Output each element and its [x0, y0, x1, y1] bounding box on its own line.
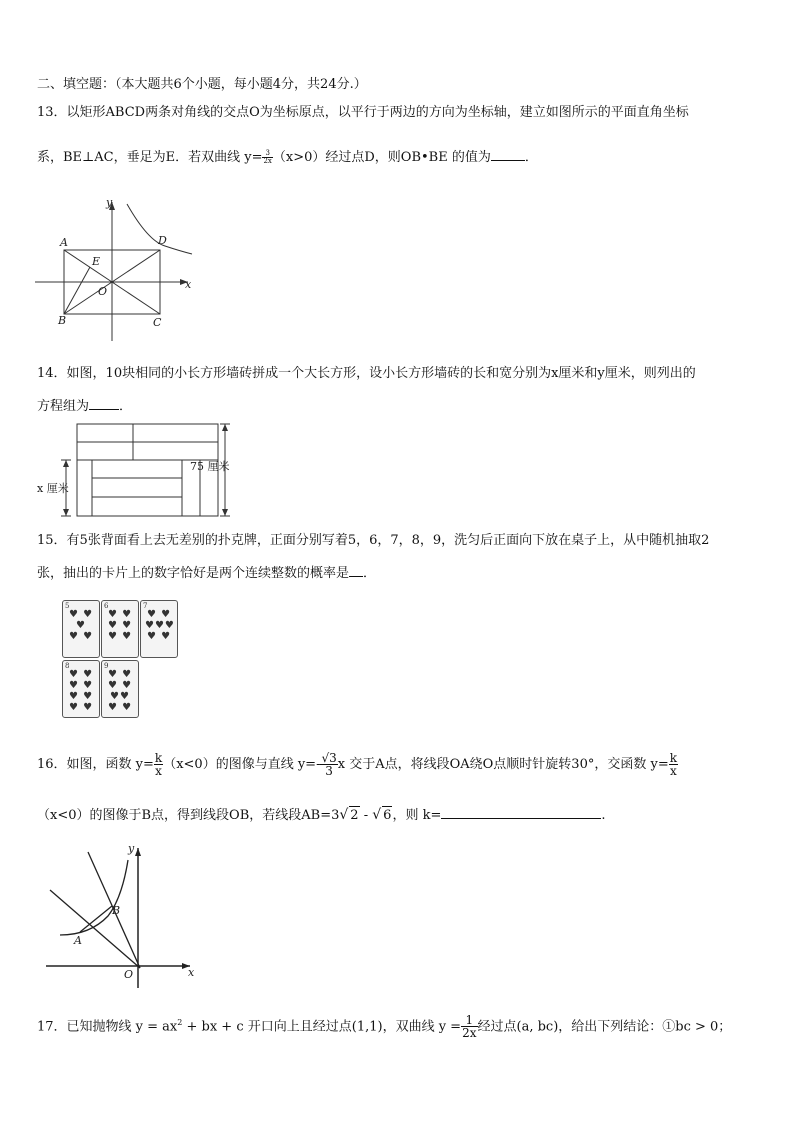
card-rank: 5	[65, 602, 70, 610]
q16-frac-1-den: x	[155, 764, 162, 778]
playing-card-6	[101, 600, 139, 658]
q14-label-75: 75 厘米	[190, 460, 230, 473]
q16-frac-2-num: √3	[321, 751, 337, 765]
q16-frac-1-num: k	[154, 751, 163, 765]
q14-answer-blank	[89, 397, 119, 410]
q13-frac-den: 2x	[263, 157, 272, 165]
q16-radical-icon: √	[339, 807, 349, 823]
q16-figure	[40, 840, 205, 990]
q16-text-a: 16．如图，函数 y=	[37, 757, 154, 772]
q17-text-b: + bx + c 开口向上且经过点	[182, 1019, 352, 1035]
playing-card-9	[101, 660, 139, 718]
q13-line2	[37, 148, 538, 167]
q16-label-a: A	[74, 934, 82, 947]
q13-label-d: D	[158, 234, 167, 247]
q16-hyperbola	[60, 860, 128, 935]
q14-x-arrow-up	[63, 460, 69, 467]
q13-segment-be	[64, 267, 90, 314]
q16-line2	[37, 806, 606, 825]
q14-text: 方程组为	[37, 399, 90, 414]
q13-fraction	[262, 150, 272, 165]
q13-frac-num: 3	[262, 150, 272, 158]
q16-label-y: y	[128, 842, 135, 855]
q17-point-2: (a, bc)	[516, 1019, 559, 1035]
card-hearts: ♥ ♥ ♥ ♥ ♥ ♥ ♥ ♥	[68, 669, 94, 713]
q13-label-y: y	[106, 196, 113, 209]
q16-frac-2	[320, 752, 337, 777]
q13-label-x: x	[185, 278, 192, 291]
q13-label-b: B	[58, 314, 67, 327]
q17-frac-den: 2x	[462, 1026, 477, 1041]
q16-end: .	[601, 808, 606, 823]
q15-end: ．	[363, 566, 377, 581]
section-heading: 二、填空题：（本大题共6个小题，每小题4分，共24分.）	[37, 77, 367, 92]
q16-answer-blank	[441, 806, 601, 819]
q16-label-b: B	[112, 904, 121, 917]
q16-label-x: x	[188, 966, 195, 979]
card-rank: 6	[104, 602, 109, 610]
q13-text-a: 系，BE⊥AC，垂足为E．若双曲线 y=	[37, 150, 263, 165]
q13-label-e: E	[92, 255, 101, 268]
q16-text-b: （x<0）的图像与直线 y=-	[163, 757, 321, 772]
q16-minus: -	[359, 808, 373, 823]
q17-frac-num: 1	[461, 1014, 477, 1027]
q16-text-c: x 交于A点，将线段OA绕O点顺时针旋转30°，交函数 y=	[337, 757, 669, 772]
q14-x-arrow-down	[63, 509, 69, 516]
q16-frac-3-den: x	[669, 764, 677, 778]
q14-label-x: x 厘米	[37, 482, 69, 495]
card-rank: 9	[104, 662, 109, 670]
q16-y-arrow	[135, 848, 141, 856]
q17-text-c: ，双曲线 y =	[382, 1019, 462, 1035]
q16-radical-icon: √	[372, 807, 382, 823]
q17-line1	[37, 1014, 731, 1039]
q16-segment-ab	[80, 906, 112, 932]
q16-text-e: ，则 k=	[392, 808, 442, 823]
q17-point-1: (1,1)	[351, 1019, 383, 1035]
card-hearts: ♥ ♥ ♥ ♥ ♥♥ ♥ ♥	[107, 669, 133, 713]
q13-text-b: （x>0）经过点D，则OB•BE 的值为	[272, 150, 491, 165]
q17-text-a: 17．已知抛物线 y = ax	[37, 1019, 178, 1035]
playing-card-7	[140, 600, 178, 658]
q14-line2	[37, 397, 132, 416]
q13-line1: 13．以矩形ABCD两条对角线的交点O为坐标原点，以平行于两边的方向为坐标轴，建立如图所示的平面直角坐标	[37, 105, 689, 120]
q13-figure	[30, 196, 200, 346]
q13-end: ．	[524, 150, 538, 165]
q16-text-d: （x<0）的图像于B点，得到线段OB，若线段AB=3	[37, 808, 340, 823]
q14-end: ．	[119, 399, 133, 414]
card-rank: 8	[65, 662, 70, 670]
q16-line-oa	[50, 890, 140, 968]
q17-text-d: 经过点	[477, 1019, 517, 1035]
q16-frac-2-den: 3	[325, 764, 333, 778]
q16-line1	[37, 752, 678, 777]
card-rank: 7	[143, 602, 148, 610]
q17-superscript: 2	[177, 1018, 183, 1027]
card-hearts: ♥ ♥ ♥ ♥ ♥	[68, 609, 94, 642]
playing-card-5	[62, 600, 100, 658]
card-hearts: ♥ ♥ ♥ ♥ ♥ ♥	[107, 609, 133, 642]
q17-text-e: ，给出下列结论：①bc > 0；	[558, 1019, 732, 1035]
q15-text: 张，抽出的卡片上的数字恰好是两个连续整数的概率是	[37, 566, 350, 581]
q14-figure	[30, 420, 250, 520]
q14-dim-arrow-up	[222, 424, 228, 431]
q16-sqrt-2: 2	[350, 808, 359, 823]
q16-label-o: O	[124, 968, 134, 981]
q13-label-c: C	[153, 316, 162, 329]
q14-line1: 14．如图，10块相同的小长方形墙砖拼成一个大长方形，设小长方形墙砖的长和宽分别为x厘米和y厘米，则列出的	[37, 366, 696, 381]
q17-fraction	[461, 1014, 477, 1039]
q16-frac-1	[154, 752, 163, 777]
playing-card-8	[62, 660, 100, 718]
q13-answer-blank	[491, 148, 525, 161]
q13-label-a: A	[60, 236, 68, 249]
q15-answer-blank	[349, 564, 363, 577]
q15-line2	[37, 564, 376, 583]
q16-sqrt-6: 6	[383, 808, 392, 823]
q16-frac-3-num: k	[669, 751, 677, 765]
q14-dim-arrow-down	[222, 509, 228, 516]
q13-label-o: O	[98, 285, 108, 298]
q16-frac-3	[669, 752, 678, 777]
q15-line1: 15．有5张背面看上去无差别的扑克牌，正面分别写着5，6，7，8，9，洗匀后正面向下放在桌子上，从中随机抽取2	[37, 533, 710, 548]
card-hearts: ♥ ♥ ♥♥♥ ♥ ♥	[145, 609, 175, 642]
